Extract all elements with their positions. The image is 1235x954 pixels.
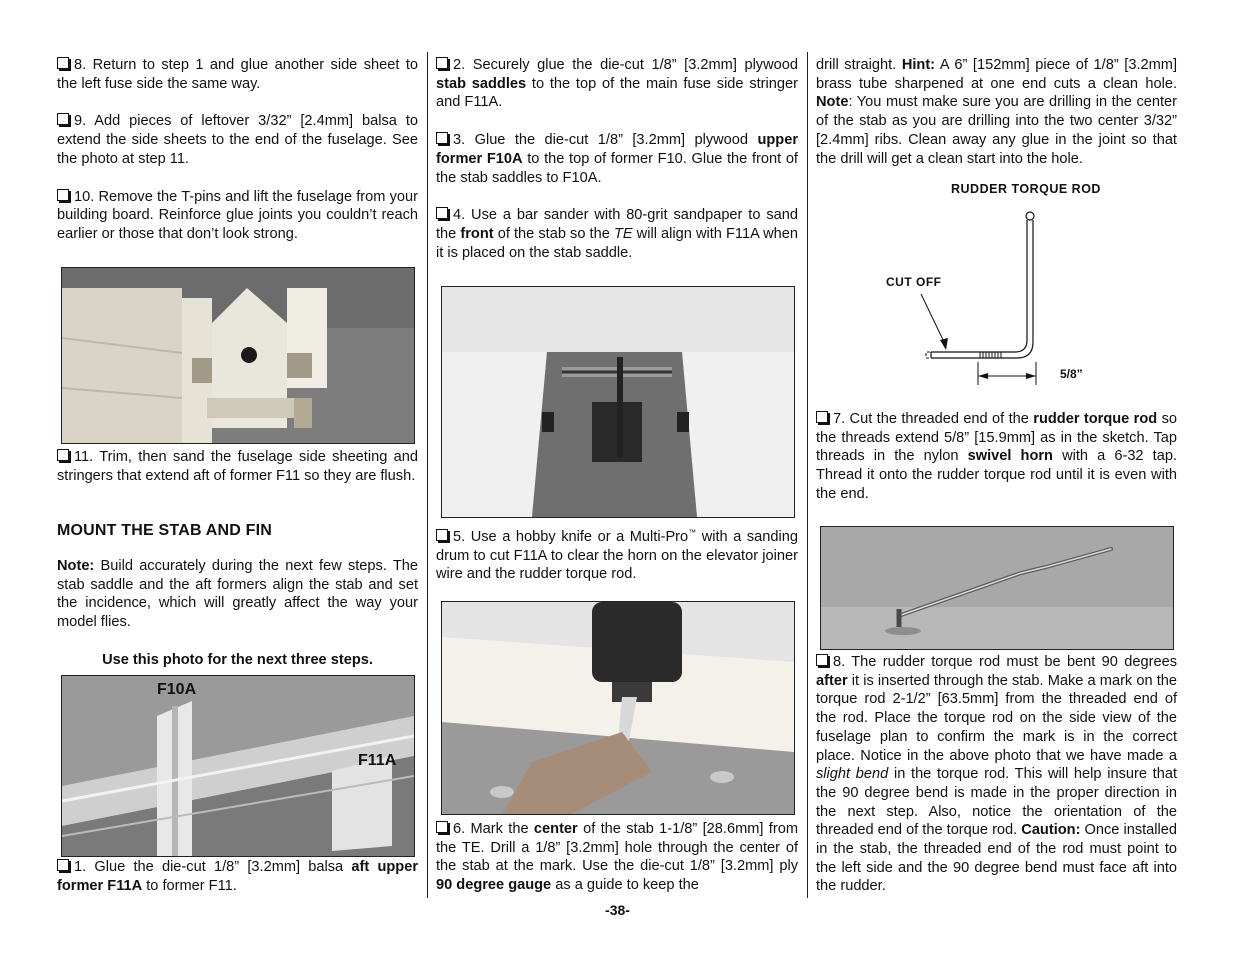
diagram-dimension-label: 5/8” — [1060, 367, 1083, 381]
photo-caption: Use this photo for the next three steps. — [102, 652, 373, 668]
photo-drilling — [441, 601, 795, 815]
step-6-text: 6. Mark the center of the stab 1-1/8” [28.6mm] from the TE. Drill a 1/8” [3.2mm] hole through the center of the stab at the mark. Use the die-cut 1/8” [3.2mm] ply 90 degree gauge as a guide to keep the — [436, 821, 798, 894]
diagram-title: RUDDER TORQUE ROD — [951, 182, 1101, 196]
checkbox-icon[interactable] — [436, 132, 448, 144]
photo-formers — [61, 675, 415, 857]
checkbox-icon[interactable] — [816, 411, 828, 423]
checkbox-icon[interactable] — [436, 529, 448, 541]
column-3 — [816, 52, 1178, 895]
checkbox-icon[interactable] — [57, 859, 69, 871]
step-9-text: 9. Add pieces of leftover 3/32” [2.4mm] balsa to extend the side sheets to the end of the fuselage. See the photo at step 11. — [57, 113, 418, 167]
photo-stab-saddle — [441, 286, 795, 518]
step-7-text: 7. Cut the threaded end of the rudder torque rod so the threads extend 5/8” [15.9mm] as in the sketch. Tap threads in the nylon swivel horn with a 6-32 tap. Thread it onto the rudder torque rod until it is even with the end. — [816, 411, 1177, 502]
step-5-text: 5. Use a hobby knife or a Multi-Pro™ with a sanding drum to cut F11A to clear the horn on the elevator joiner wire and the rudder torque rod. — [436, 528, 798, 583]
column-1 — [57, 52, 419, 894]
section-heading: MOUNT THE STAB AND FIN — [57, 522, 273, 539]
photo-torque-rod — [820, 526, 1174, 650]
page-number: -38- — [605, 902, 630, 918]
checkbox-icon[interactable] — [57, 113, 69, 125]
column-2 — [436, 52, 798, 894]
label-f11a: F11A — [358, 752, 397, 769]
diagram-cutoff-label: CUT OFF — [886, 275, 942, 289]
step-1-text: 1. Glue the die-cut 1/8” [3.2mm] balsa aft upper former F11A to former F11. — [57, 859, 419, 894]
step-10-text: 10. Remove the T-pins and lift the fuselage from your building board. Reinforce glue joints you couldn’t reach earlier or those that don’t look strong. — [57, 188, 418, 242]
column-divider-2 — [807, 52, 808, 898]
step-8-text: 8. Return to step 1 and glue another side sheet to the left fuse side the same way. — [57, 57, 418, 92]
checkbox-icon[interactable] — [436, 207, 448, 219]
step-8-col3-text: 8. The rudder torque rod must be bent 90 degrees after it is inserted through the stab. Make a mark on the torque rod 2-1/2” [63.5mm] from the threaded end of the rod. Place the torque rod on the side view of the fuselage plan to confirm the mark is in the correct place. Notice in the above photo that we have made a slight bend in the torque rod. This will help insure that the 90 degree bend is made in the proper direction in the next step. Also, notice the orientation of the threaded end of the torque rod. Caution: Once installed in the stab, the threaded end of the rod must point to the left side and the 90 degree bend must face aft into the rudder. — [816, 654, 1178, 895]
label-f10a: F10A — [157, 681, 197, 698]
hint-paragraph: drill straight. Hint: A 6” [152mm] piece of 1/8” [3.2mm] brass tube sharpened at one end cuts a clean hole. Note: You must make sure you are drilling in the center of the stab as you are drilling into the two center 3/32” [2.4mm] ribs. Clean away any glue in the joint so that the drill will get a clean start into the hole. — [816, 57, 1177, 167]
checkbox-icon[interactable] — [436, 57, 448, 69]
checkbox-icon[interactable] — [57, 449, 69, 461]
step-2-text: 2. Securely glue the die-cut 1/8” [3.2mm] plywood stab saddles to the top of the main fuse side stringer and F11A. — [436, 57, 798, 111]
checkbox-icon[interactable] — [436, 821, 448, 833]
photo-fuselage-end — [61, 267, 415, 444]
step-4-text: 4. Use a bar sander with 80-grit sandpaper to sand the front of the stab so the TE will align with F11A when it is placed on the stab saddle. — [436, 207, 798, 261]
checkbox-icon[interactable] — [816, 654, 828, 666]
checkbox-icon[interactable] — [57, 57, 69, 69]
checkbox-icon[interactable] — [57, 189, 69, 201]
step-3-text: 3. Glue the die-cut 1/8” [3.2mm] plywood upper former F10A to the top of former F10. Glue the front of the stab saddles to F10A. — [436, 132, 798, 186]
step-11-text: 11. Trim, then sand the fuselage side sheeting and stringers that extend aft of former F11 so they are flush. — [57, 449, 418, 484]
torque-rod-diagram — [876, 180, 1176, 390]
note-paragraph: Note: Build accurately during the next few steps. The stab saddle and the aft formers align the stab and set the incidence, which will greatly affect the way your model flies. — [57, 558, 418, 631]
column-divider-1 — [427, 52, 428, 898]
